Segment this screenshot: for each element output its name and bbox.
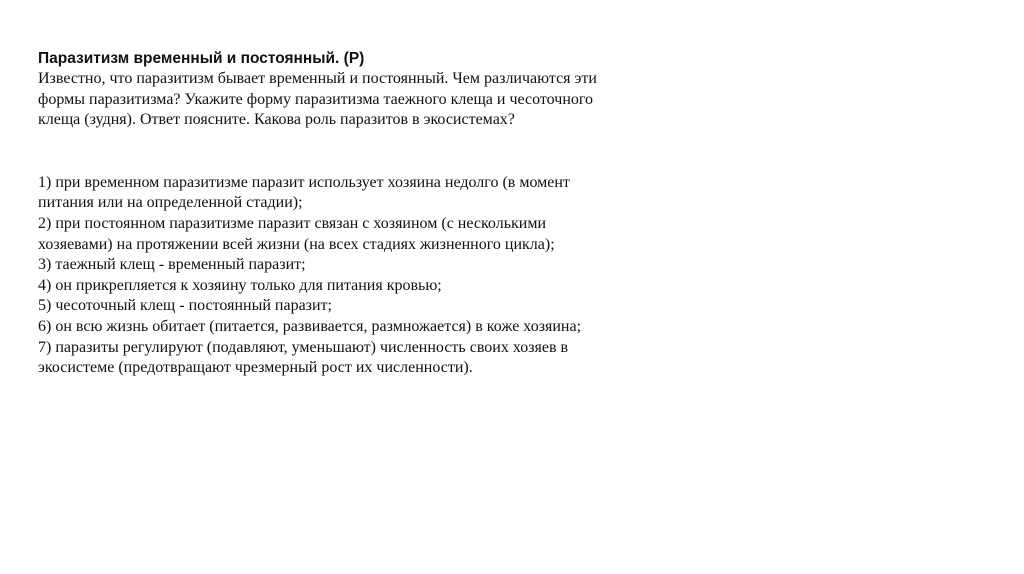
answer-list bbox=[38, 173, 608, 379]
slide-title: Паразитизм временный и постоянный. (Р) bbox=[38, 50, 365, 67]
answer-item-4: 4) он прикрепляется к хозяину только для питания кровью; bbox=[38, 276, 442, 294]
answer-item-6: 6) он всю жизнь обитает (питается, развивается, размножается) в коже хозяина; bbox=[38, 317, 582, 335]
answer-item-3: 3) таежный клещ - временный паразит; bbox=[38, 256, 306, 274]
question-text: Известно, что паразитизм бывает временный и постоянный. Чем различаются эти формы паразитизма? Укажите форму паразитизма таежного клеща и чесоточного клеща (зудня). Ответ поясните. Какова роль паразитов в экосистемах? bbox=[38, 70, 597, 129]
answer-item-7: 7) паразиты регулируют (подавляют, уменьшают) численность своих хозяев в экосистеме (предотвращают чрезмерный рост их численности). bbox=[38, 338, 569, 377]
answer-item-1: 1) при временном паразитизме паразит использует хозяина недолго (в момент питания или на определенной стадии); bbox=[38, 173, 570, 212]
answer-item-2: 2) при постоянном паразитизме паразит связан с хозяином (с несколькими хозяевами) на протяжении всей жизни (на всех стадиях жизненного цикла); bbox=[38, 214, 555, 253]
slide-content bbox=[38, 48, 608, 379]
answer-item-5: 5) чесоточный клещ - постоянный паразит; bbox=[38, 297, 332, 315]
spacer bbox=[38, 131, 608, 173]
